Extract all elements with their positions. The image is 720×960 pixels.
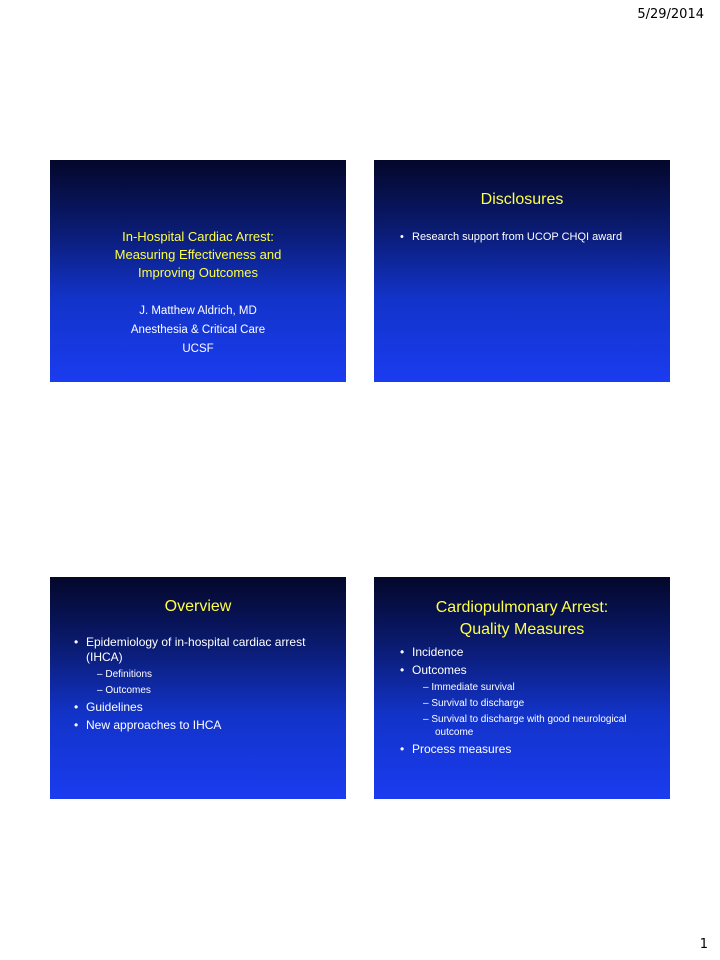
page-number: 1	[699, 937, 708, 952]
page-date: 5/29/2014	[637, 7, 704, 22]
author-department: Anesthesia & Critical Care	[130, 324, 266, 336]
presentation-title	[50, 228, 346, 282]
slide-overview	[50, 577, 346, 799]
sub-bullet-item: – Definitions	[97, 669, 153, 680]
sub-bullet-text: Survival to discharge	[431, 698, 525, 709]
bullet-item: • New approaches to IHCA	[72, 718, 330, 733]
sub-bullet-item: – Immediate survival	[423, 682, 515, 693]
sub-bullet-item: – Survival to discharge with good neurological outcome	[423, 714, 627, 738]
sub-bullet-text: Outcomes	[105, 685, 151, 696]
bullet-item: • Guidelines	[72, 700, 330, 715]
bullet-item: • Process measures	[398, 742, 660, 757]
sub-bullet-text: Immediate survival	[431, 682, 515, 693]
author-institution: UCSF	[182, 343, 214, 355]
bullet-list	[398, 230, 658, 247]
bullet-item: • Research support from UCOP CHQI award	[398, 230, 658, 244]
title-line: Cardiopulmonary Arrest:	[435, 599, 609, 616]
bullet-item: • Outcomes	[398, 663, 660, 678]
title-line: Improving Outcomes	[138, 265, 258, 280]
slide-disclosures	[374, 160, 670, 382]
title-line: Quality Measures	[459, 621, 585, 638]
sub-bullet-item: – Outcomes	[97, 685, 151, 696]
sub-bullet-text: Definitions	[105, 669, 153, 680]
title-line: In-Hospital Cardiac Arrest:	[122, 229, 274, 244]
bullet-list	[72, 635, 330, 736]
slide-heading: Overview	[164, 598, 232, 615]
sub-bullet-text: Survival to discharge with good neurological outcome	[431, 714, 627, 738]
slide-quality-measures	[374, 577, 670, 799]
slide-title-card	[50, 160, 346, 382]
slide-heading	[374, 597, 670, 641]
sub-bullet-item: – Survival to discharge	[423, 698, 525, 709]
author-name: J. Matthew Aldrich, MD	[139, 305, 257, 317]
bullet-item: • Incidence	[398, 645, 660, 660]
bullet-item: • Epidemiology of in-hospital cardiac arrest (IHCA)	[72, 635, 330, 665]
slide-heading: Disclosures	[480, 191, 564, 208]
bullet-list	[398, 645, 660, 760]
author-info	[50, 302, 346, 359]
title-line: Measuring Effectiveness and	[114, 247, 282, 262]
